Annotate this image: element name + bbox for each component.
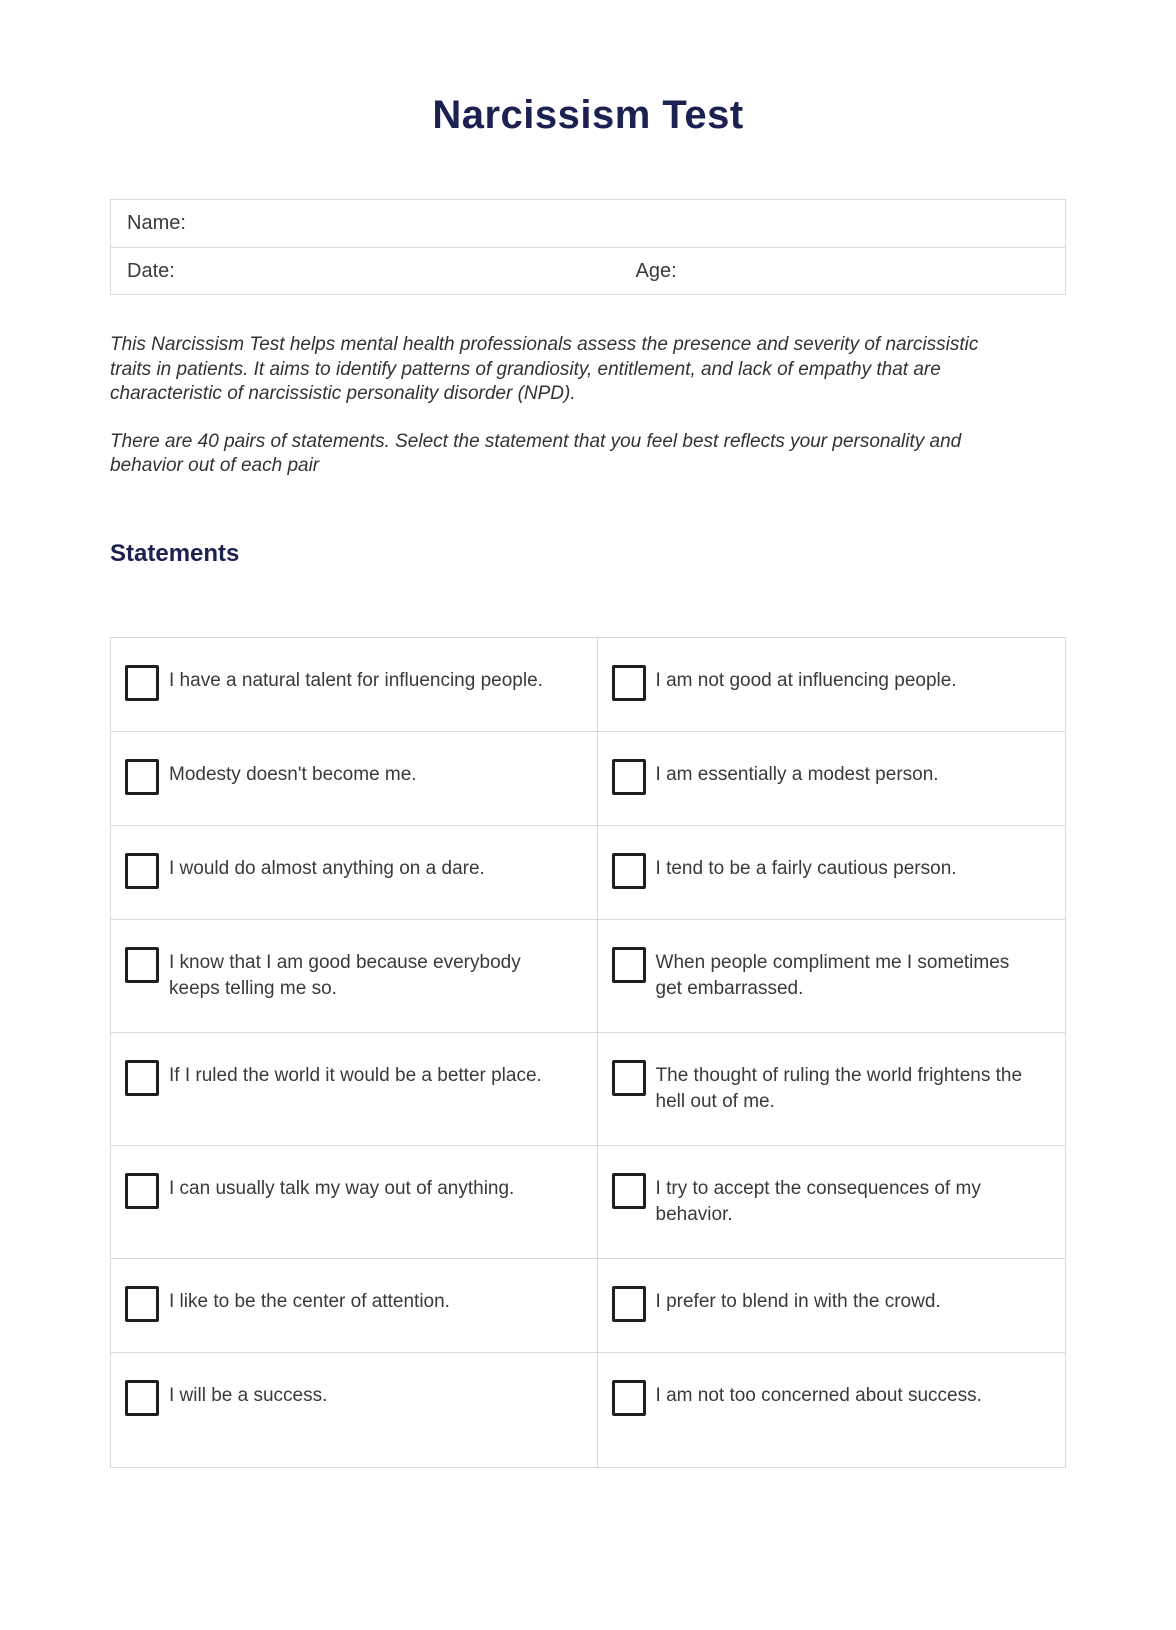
page-title: Narcissism Test (432, 93, 744, 137)
age-label: Age: (635, 259, 677, 282)
statement-checkbox-right[interactable] (612, 1286, 646, 1322)
statement-cell-left (111, 826, 598, 919)
statement-cell-left (111, 920, 598, 1032)
statement-pair-row (111, 1352, 1065, 1467)
statement-checkbox-right[interactable] (612, 759, 646, 795)
statement-cell-right (598, 826, 1065, 919)
date-age-field-row[interactable] (111, 247, 1065, 294)
statement-checkbox-right[interactable] (612, 947, 646, 983)
statement-cell-left (111, 1033, 598, 1145)
name-label: Name: (127, 212, 186, 234)
statement-pair-row (111, 731, 1065, 825)
statement-checkbox-left[interactable] (125, 759, 159, 795)
intro-paragraph-1: This Narcissism Test helps mental health professionals assess the presence and severity of narcissistic traits in patients. It aims to identify patterns of grandiosity, entitlement, and lack of empathy that are characteristic of narcissistic personality disorder (NPD). (110, 334, 979, 404)
statement-text-left: I know that I am good because everybody keeps telling me so. (169, 951, 521, 999)
statement-text-right: I tend to be a fairly cautious person. (655, 857, 957, 879)
statement-text-right: I am not good at influencing people. (655, 669, 957, 691)
statement-checkbox-left[interactable] (125, 853, 159, 889)
intro-paragraph-2: There are 40 pairs of statements. Select the statement that you feel best reflects your personality and behavior out of each pair (110, 430, 962, 476)
statement-text-left: I can usually talk my way out of anything. (169, 1177, 515, 1199)
statement-text-right: I am not too concerned about success. (655, 1384, 982, 1406)
statement-checkbox-right[interactable] (612, 1173, 646, 1209)
statement-cell-right (598, 920, 1065, 1032)
statement-text-left: I will be a success. (169, 1384, 328, 1406)
statement-text-right: When people compliment me I sometimes get embarrassed. (655, 951, 1010, 999)
statements-heading: Statements (110, 539, 240, 567)
statement-cell-left (111, 1259, 598, 1352)
statement-text-right: The thought of ruling the world frightens the hell out of me. (655, 1064, 1023, 1112)
statement-pair-row (111, 1032, 1065, 1145)
statement-cell-right (598, 1259, 1065, 1352)
statement-cell-left (111, 638, 598, 731)
statement-checkbox-right[interactable] (612, 665, 646, 701)
statement-checkbox-left[interactable] (125, 665, 159, 701)
statement-cell-right (598, 1033, 1065, 1145)
statement-text-left: I have a natural talent for influencing people. (169, 669, 543, 691)
statement-text-left: I would do almost anything on a dare. (169, 857, 485, 879)
statement-cell-right (598, 638, 1065, 731)
statement-text-left: If I ruled the world it would be a better place. (169, 1064, 542, 1086)
statement-text-left: I like to be the center of attention. (169, 1290, 450, 1312)
statement-pair-row (111, 638, 1065, 731)
statement-pair-row (111, 1258, 1065, 1352)
statement-pair-row (111, 825, 1065, 919)
statement-cell-right (598, 732, 1065, 825)
statement-text-right: I try to accept the consequences of my behavior. (655, 1177, 981, 1225)
name-field-row[interactable] (111, 200, 1065, 247)
statement-text-left: Modesty doesn't become me. (169, 763, 417, 785)
statements-table (110, 637, 1066, 1468)
statement-checkbox-right[interactable] (612, 1380, 646, 1416)
statement-checkbox-right[interactable] (612, 853, 646, 889)
statement-checkbox-left[interactable] (125, 947, 159, 983)
statement-checkbox-right[interactable] (612, 1060, 646, 1096)
statement-cell-right (598, 1146, 1065, 1258)
statement-text-right: I prefer to blend in with the crowd. (655, 1290, 941, 1312)
statement-checkbox-left[interactable] (125, 1060, 159, 1096)
date-label: Date: (127, 259, 175, 282)
statement-text-right: I am essentially a modest person. (655, 763, 939, 785)
statement-checkbox-left[interactable] (125, 1380, 159, 1416)
statement-cell-left (111, 1146, 598, 1258)
statement-cell-left (111, 1353, 598, 1467)
statement-cell-left (111, 732, 598, 825)
statement-pair-row (111, 919, 1065, 1032)
statement-checkbox-left[interactable] (125, 1173, 159, 1209)
statement-cell-right (598, 1353, 1065, 1467)
statement-pair-row (111, 1145, 1065, 1258)
statement-checkbox-left[interactable] (125, 1286, 159, 1322)
patient-info-table (110, 199, 1066, 295)
